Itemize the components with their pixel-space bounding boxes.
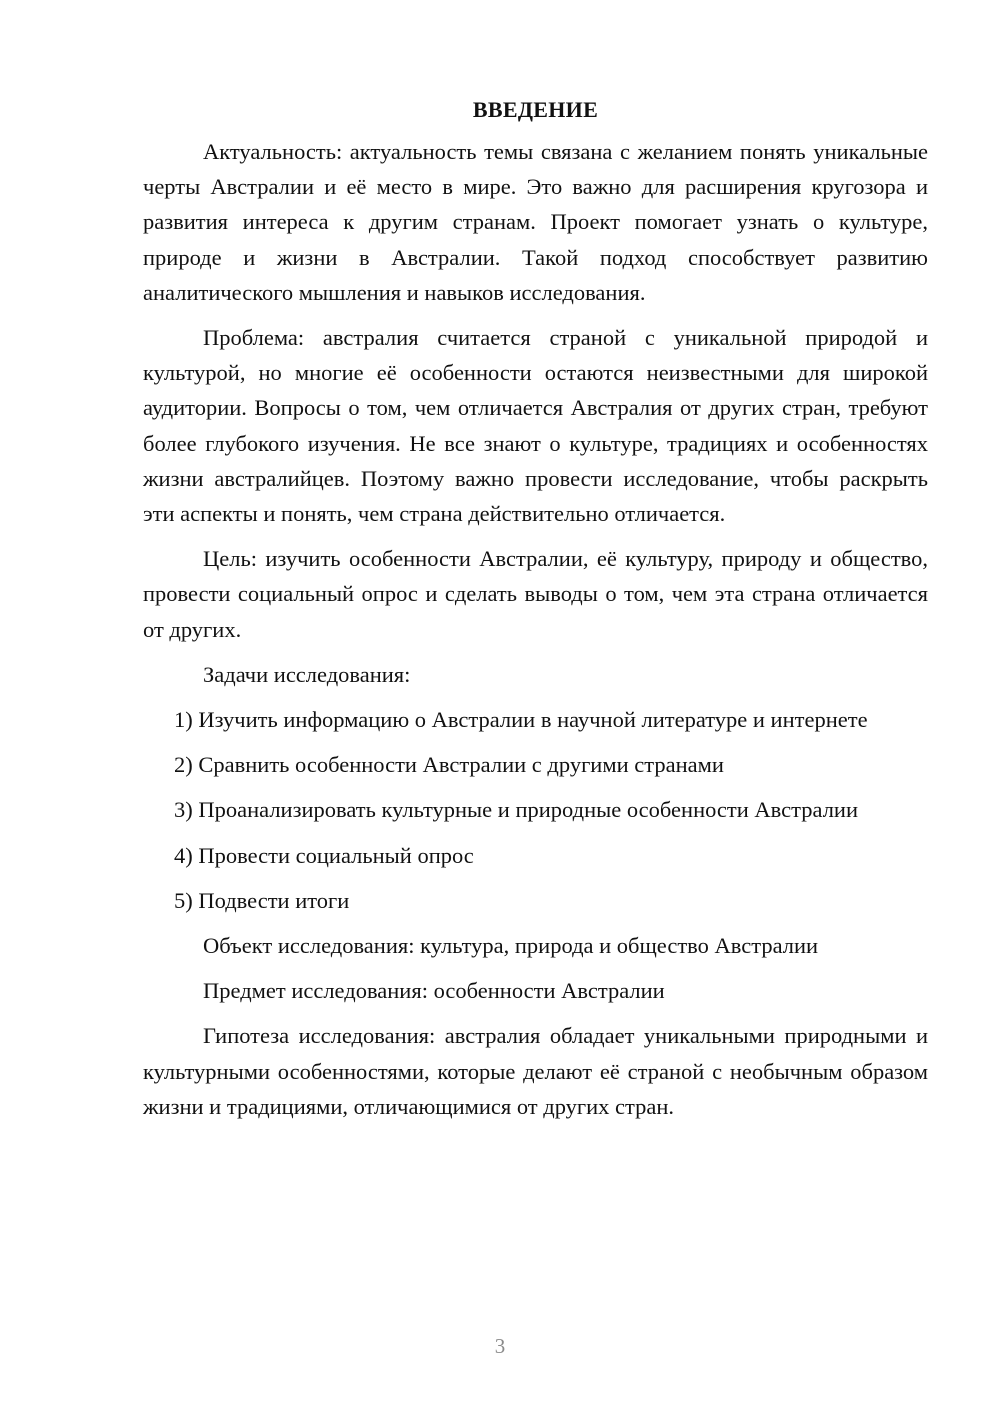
research-subject: Предмет исследования: особенности Австралии xyxy=(203,978,665,1004)
document-body xyxy=(143,92,928,1134)
relevance-paragraph: Актуальность: актуальность темы связана с желанием понять уникальные черты Австралии и её место в мире. Это важно для расширения кругозора и развития интереса к другим странам. Проект помогает узнать о культуре, природе и жизни в Австралии. Такой подход способствует развитию аналитического мышления и навыков исследования. xyxy=(143,139,928,305)
research-object: Объект исследования: культура, природа и общество Австралии xyxy=(203,933,819,959)
tasks-heading: Задачи исследования: xyxy=(203,661,411,687)
problem-paragraph: Проблема: австралия считается страной с уникальной природой и культурой, но многие её особенности остаются неизвестными для широкой аудитории. Вопросы о том, чем отличается Австралия от других стран, требуют более глубокого изучения. Не все знают о культуре, традициях и особенностях жизни австралийцев. Поэтому важно провести исследование, чтобы раскрыть эти аспекты и понять, чем страна действительно отличается. xyxy=(143,325,928,527)
task-item: 1) Изучить информацию о Австралии в научной литературе и интернете xyxy=(174,707,868,733)
task-item: 2) Сравнить особенности Австралии с другими странами xyxy=(174,752,724,778)
hypothesis-paragraph: Гипотеза исследования: австралия обладает уникальными природными и культурными особенностями, которые делают её страной с необычным образом жизни и традициями, отличающимися от других стран. xyxy=(143,1023,928,1119)
task-item: 4) Провести социальный опрос xyxy=(174,842,474,868)
page-number: 3 xyxy=(494,1334,506,1358)
task-item: 3) Проанализировать культурные и природные особенности Австралии xyxy=(174,797,858,823)
section-title: ВВЕДЕНИЕ xyxy=(472,97,599,122)
task-item: 5) Подвести итоги xyxy=(174,887,350,913)
goal-paragraph: Цель: изучить особенности Австралии, её культуру, природу и общество, провести социальный опрос и сделать выводы о том, чем эта страна отличается от других. xyxy=(143,546,928,642)
